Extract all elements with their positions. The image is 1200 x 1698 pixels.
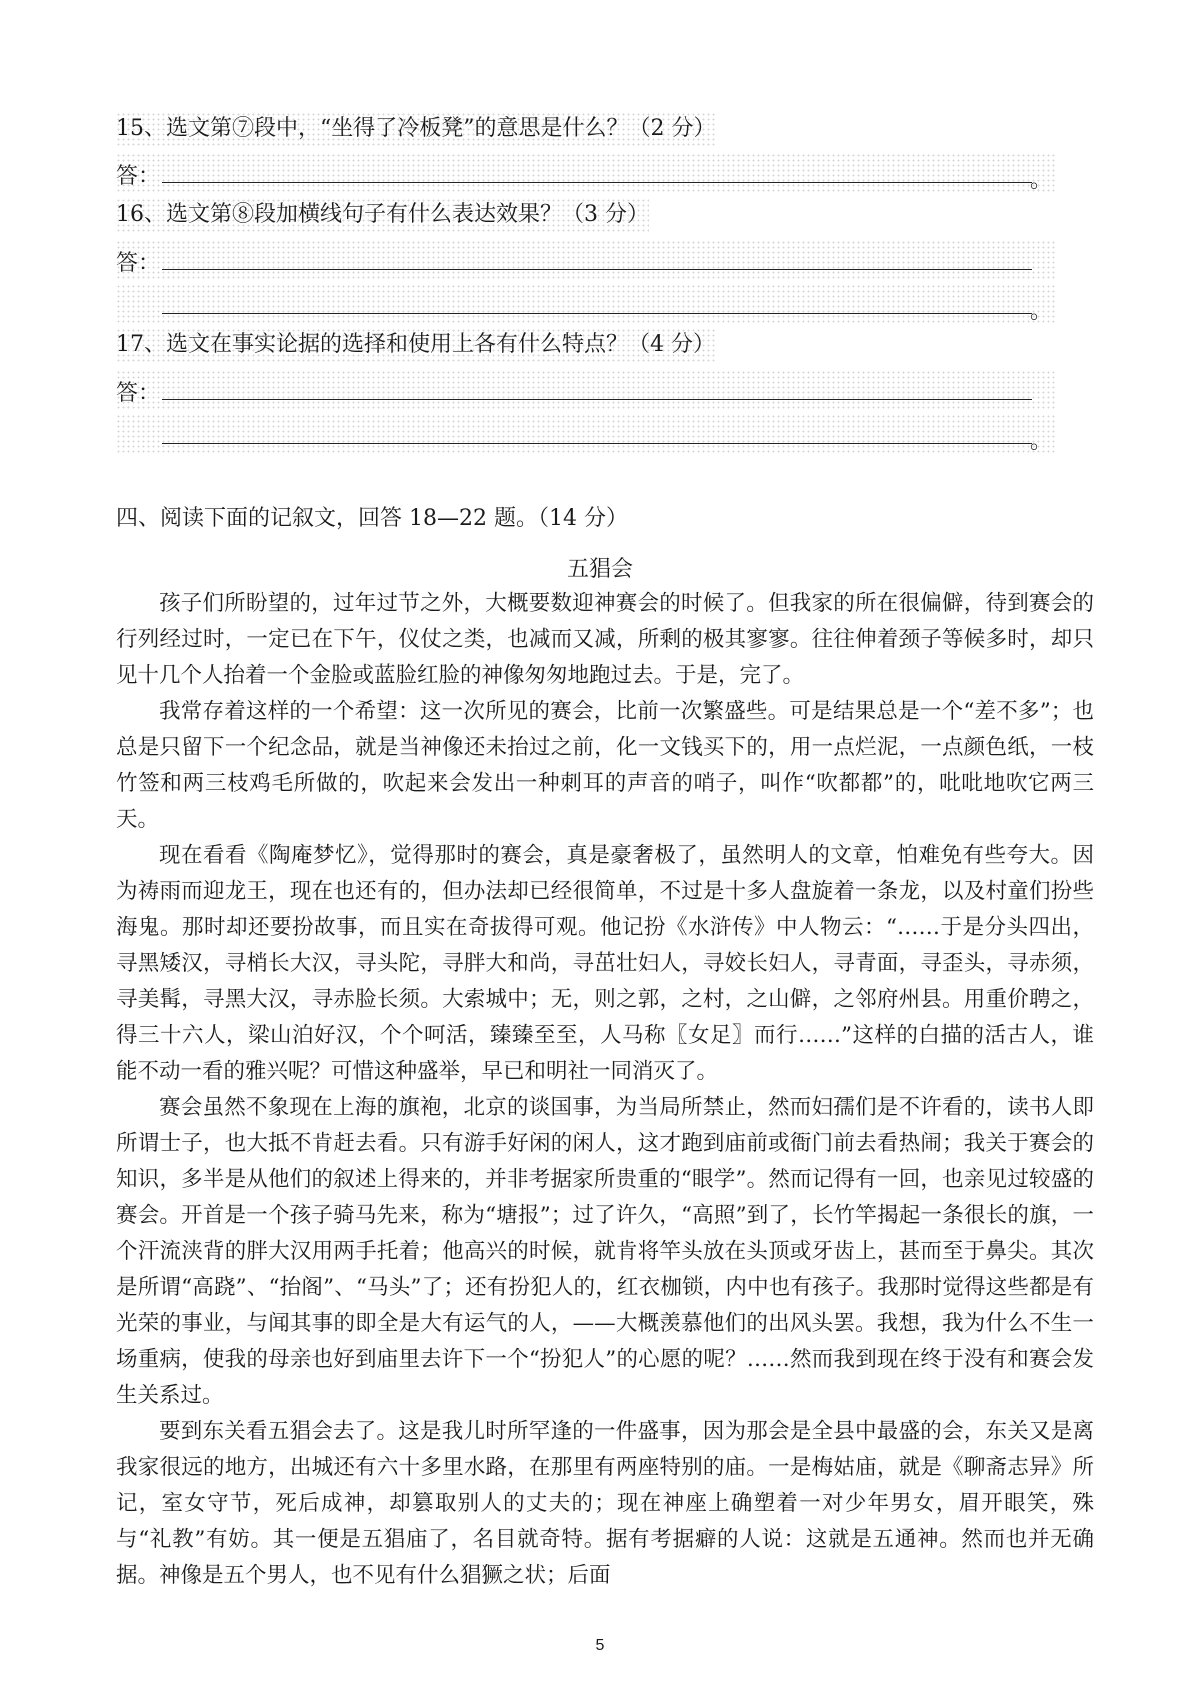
page-number: 5 — [595, 1637, 605, 1654]
answer-line — [162, 269, 1032, 270]
answer-15[interactable] — [116, 153, 1056, 193]
answer-label: 答： — [116, 381, 161, 406]
answer-16-continuation[interactable] — [116, 284, 1056, 324]
paragraph: 要到东关看五猖会去了。这是我儿时所罕逢的一件盛事，因为那会是全县中最盛的会，东关又是离我家很远的地方，出城还有六十多里水路，在那里有两座特别的庙。一是梅姑庙，就是《聊斋志异》所记，室女守节，死后成神，却篡取别人的丈夫的；现在神座上确塑着一对少年男女，眉开眼笑，殊与“礼教”有妨。其一便是五猖庙了，名目就奇特。据有考据癖的人说：这就是五通神。然而也并无确据。神像是五个男人，也不见有什么猖獗之状；后面 — [116, 1419, 1094, 1588]
paragraph: 现在看看《陶庵梦忆》，觉得那时的赛会，真是豪奢极了，虽然明人的文章，怕难免有些夸大。因为祷雨而迎龙王，现在也还有的，但办法却已经很简单，不过是十多人盘旋着一条龙，以及村童们扮些海鬼。那时却还要扮故事，而且实在奇拔得可观。他记扮《水浒传》中人物云：“……于是分头四出，寻黑矮汉，寻梢长大汉，寻头陀，寻胖大和尚，寻茁壮妇人，寻姣长妇人，寻青面，寻歪头，寻赤须，寻美髯，寻黑大汉，寻赤脸长须。大索城中；无，则之郭，之村，之山僻，之邻府州县。用重价聘之，得三十六人，梁山泊好汉，个个呵活，臻臻至至，人马称〖女足〗而行……”这样的白描的活古人，谁能不动一看的雅兴呢？可惜这种盛举，早已和明社一同消灭了。 — [116, 843, 1094, 1084]
article-title: 五猖会 — [566, 557, 633, 582]
question-15: 15、选文第⑦段中，“坐得了冷板凳”的意思是什么？（2 分） — [116, 112, 715, 146]
paragraph: 我常存着这样的一个希望：这一次所见的赛会，比前一次繁盛些。可是结果总是一个“差不多”；也总是只留下一个纪念品，就是当神像还未抬过之前，化一文钱买下的，用一点烂泥，一点颜色纸，一枝竹签和两三枝鸡毛所做的，吹起来会发出一种刺耳的声音的哨子，叫作“吹都都”的，吡吡地吹它两三天。 — [116, 699, 1094, 832]
section-heading: 四、阅读下面的记叙文，回答 18—22 题。（14 分） — [116, 506, 628, 531]
answer-17[interactable] — [116, 370, 1056, 410]
answer-line — [162, 443, 1032, 444]
answer-16[interactable] — [116, 240, 1056, 280]
question-16: 16、选文第⑧段加横线句子有什么表达效果？（3 分） — [116, 198, 649, 232]
article-body — [116, 586, 1094, 1594]
answer-label: 答： — [116, 251, 161, 276]
answer-period: 。 — [1029, 168, 1052, 193]
paragraph: 孩子们所盼望的，过年过节之外，大概要数迎神赛会的时候了。但我家的所在很偏僻，待到赛会的行列经过时，一定已在下午，仪仗之类，也减而又减，所剩的极其寥寥。往往伸着颈子等候多时，却只见十几个人抬着一个金脸或蓝脸红脸的神像匆匆地跑过去。于是，完了。 — [116, 591, 1094, 688]
answer-line — [162, 182, 1032, 183]
answer-line — [162, 313, 1032, 314]
answer-period: 。 — [1029, 299, 1052, 324]
answer-17-continuation[interactable] — [116, 414, 1056, 454]
answer-line — [162, 399, 1032, 400]
answer-period: 。 — [1029, 429, 1052, 454]
paragraph: 赛会虽然不象现在上海的旗袍，北京的谈国事，为当局所禁止，然而妇孺们是不许看的，读书人即所谓士子，也大抵不肯赶去看。只有游手好闲的闲人，这才跑到庙前或衙门前去看热闹；我关于赛会的知识，多半是从他们的叙述上得来的，并非考据家所贵重的“眼学”。然而记得有一回，也亲见过较盛的赛会。开首是一个孩子骑马先来，称为“塘报”；过了许久，“高照”到了，长竹竿揭起一条很长的旗，一个汗流浃背的胖大汉用两手托着；他高兴的时候，就肯将竿头放在头顶或牙齿上，甚而至于鼻尖。其次是所谓“高跷”、“抬阁”、“马头”了；还有扮犯人的，红衣枷锁，内中也有孩子。我那时觉得这些都是有光荣的事业，与闻其事的即全是大有运气的人，——大概羡慕他们的出风头罢。我想，我为什么不生一场重病，使我的母亲也好到庙里去许下一个“扮犯人”的心愿的呢？……然而我到现在终于没有和赛会发生关系过。 — [116, 1095, 1094, 1408]
question-17: 17、选文在事实论据的选择和使用上各有什么特点？（4 分） — [116, 328, 715, 362]
answer-label: 答： — [116, 164, 161, 189]
